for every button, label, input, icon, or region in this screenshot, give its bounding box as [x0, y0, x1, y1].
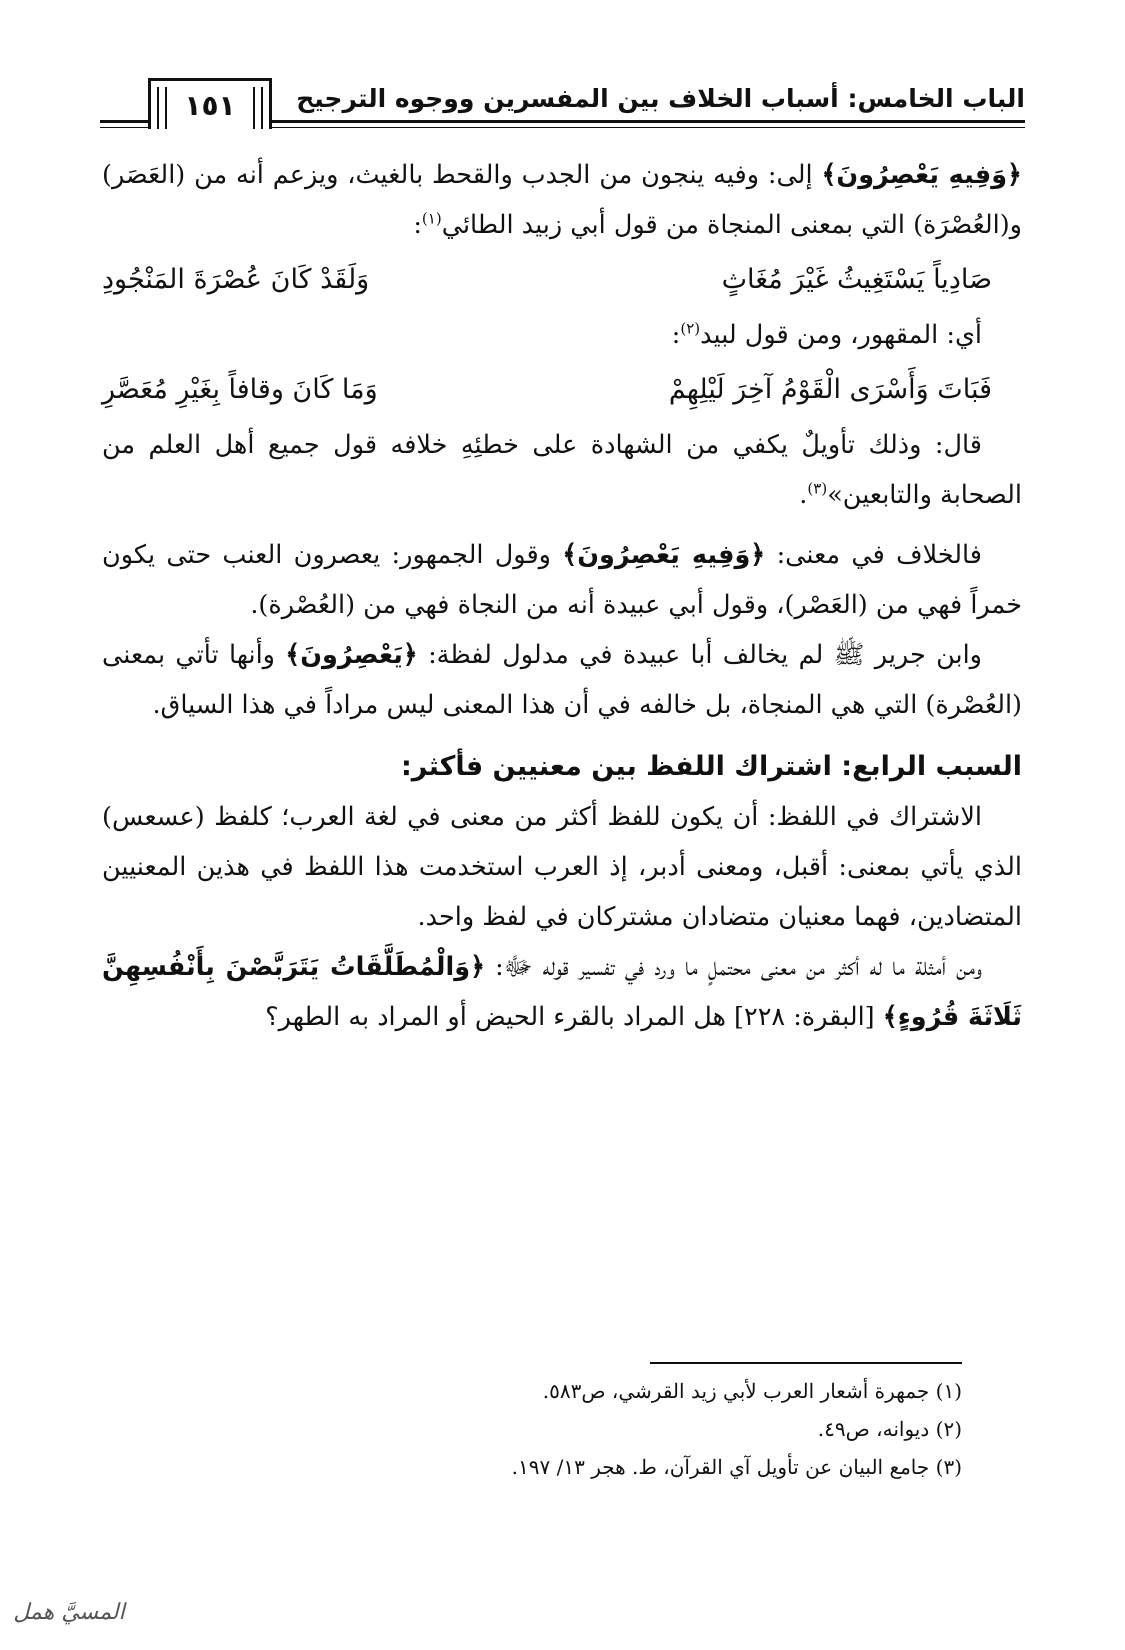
verse-second-hemistich: وَلَقَدْ كَانَ عُصْرَةَ المَنْجُودِ	[102, 264, 370, 295]
quran-quote: ﴿يَعْصِرُونَ﴾	[285, 640, 418, 670]
paragraph-4	[102, 530, 1022, 630]
quran-quote: ﴿وَفِيهِ يَعْصِرُونَ﴾	[562, 540, 766, 570]
paragraph-text: قال: وذلك تأويلٌ يكفي من الشهادة على خطئِهِ خلافه قول جميع أهل العلم من الصحابة والتابعين»	[102, 430, 1022, 510]
paragraph-text: [البقرة: ٢٢٨] هل المراد بالقرء الحيض أو المراد به الطهر؟	[265, 1002, 883, 1032]
footnote-ref: (٣)	[807, 479, 828, 498]
paragraph-3	[102, 420, 1022, 520]
page-number: ١٥١	[148, 78, 272, 129]
verse-first-hemistich: فَبَاتَ وَأَسْرَى الْقَوْمُ آخِرَ لَيْلِهِمْ	[668, 374, 992, 405]
paragraph-7	[102, 942, 1022, 1042]
page-header	[100, 78, 1025, 134]
chapter-title: الباب الخامس: أسباب الخلاف بين المفسرين ووجوه الترجيح	[296, 84, 1025, 113]
footnote-ref: (٢)	[680, 319, 701, 338]
paragraph-text: وقول الجمهور: يعصرون العنب حتى يكون خمراً فهي من (العَصْر)، وقول أبي عبيدة أنه من النجاة فهي من (العُصْرة).	[102, 540, 1022, 620]
footnote-2: (٢) ديوانه، ص٤٩.	[817, 1417, 962, 1441]
footnote-separator	[650, 1362, 962, 1364]
verse-first-hemistich: صَادِياً يَسْتَغِيثُ غَيْرَ مُغَاثٍ	[721, 264, 992, 295]
poetry-verse-1	[102, 250, 1022, 310]
paragraph-1	[102, 150, 1022, 250]
verse-second-hemistich: وَمَا كَانَ وقافاً بِغَيْرِ مُعَصَّرِ	[102, 374, 378, 405]
paragraph-text: فالخلاف في معنى:	[765, 540, 982, 570]
footnote-3: (٣) جامع البيان عن تأويل آي القرآن، ط. هجر ١٣/ ١٩٧.	[511, 1455, 962, 1479]
paragraph-text: وابن جرير ﷺ لم يخالف أبا عبيدة في مدلول لفظة:	[417, 640, 982, 670]
watermark-signature: المسيَّ همل	[13, 1600, 125, 1625]
paragraph-5	[102, 630, 1022, 730]
punctuation: .	[799, 480, 808, 510]
punctuation: :	[671, 320, 681, 350]
paragraph-text: أي: المقهور، ومن قول لبيد	[700, 320, 982, 350]
paragraph-text: إلى: وفيه ينجون من الجدب والقحط بالغيث، ويزعم أنه من (العَصَر) و(العُصْرَة) التي بمعنى المنجاة من قول أبي زبيد الطائي	[102, 160, 1022, 240]
footnote-ref: (١)	[421, 209, 442, 228]
paragraph-2	[102, 310, 1022, 360]
paragraph-6: الاشتراك في اللفظ: أن يكون للفظ أكثر من معنى في لغة العرب؛ كلفظ (عسعس) الذي يأتي بمعنى: أقبل، ومعنى أدبر، إذ العرب استخدمت هذا اللفظ في هذين المعنيين المتضادين، فهما معنيان متضادان مشتركان في لفظ واحد.	[102, 802, 1022, 932]
poetry-verse-2	[102, 360, 1022, 420]
footnotes	[102, 1372, 962, 1486]
quran-quote: ﴿وَالْمُطَلَّقَاتُ يَتَرَبَّصْنَ بِأَنْفُسِهِنَّ ثَلَاثَةَ قُرُوءٍ﴾	[102, 952, 1022, 1032]
footnote-1: (١) جمهرة أشعار العرب لأبي زيد القرشي، ص٥٨٣.	[542, 1379, 962, 1403]
paragraph-text: ومن أمثلة ما له أكثر من معنى محتملٍ ما ورد في تفسير قوله ﷻ:	[485, 952, 982, 982]
main-text	[102, 150, 1022, 1042]
quran-quote: ﴿وَفِيهِ يَعْصِرُونَ﴾	[821, 160, 1022, 190]
paragraph-text: وأنها تأتي بمعنى (العُصْرة) التي هي المنجاة، بل خالفه في أن هذا المعنى ليس مراداً في هذا السياق.	[102, 640, 1022, 720]
section-heading: السبب الرابع: اشتراك اللفظ بين معنيين فأكثر:	[401, 751, 1022, 782]
punctuation: :	[413, 210, 422, 240]
